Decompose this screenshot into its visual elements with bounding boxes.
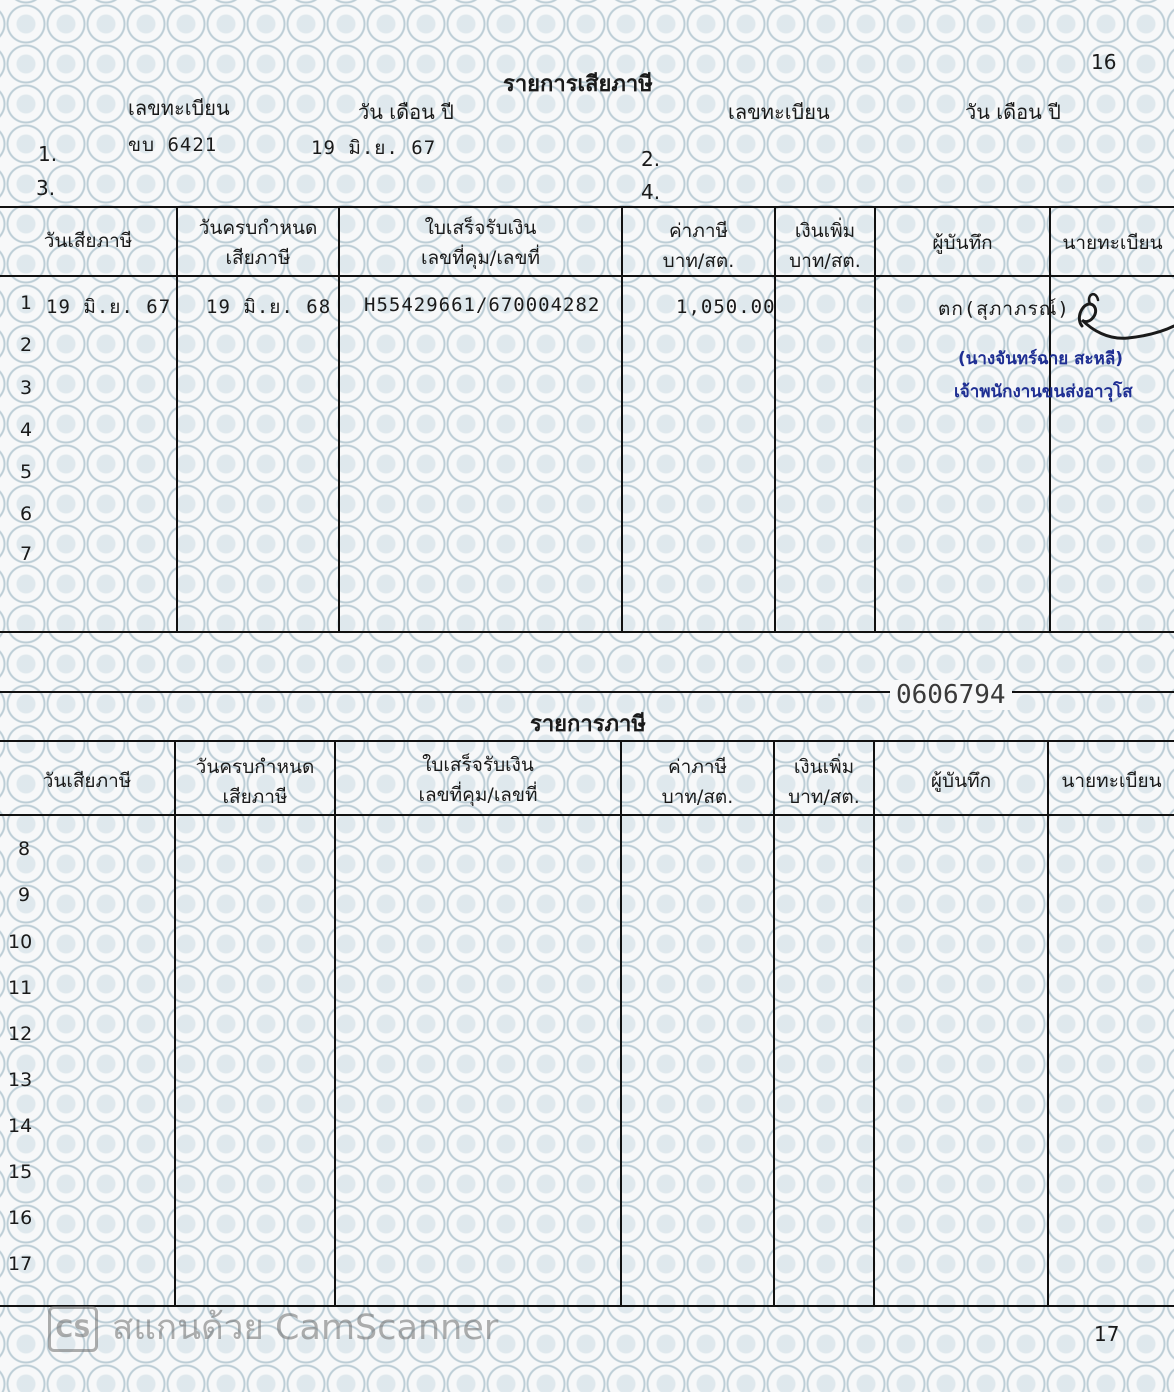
- table2-header-border: [0, 814, 1174, 816]
- header-due-date-line2: เสียภาษี: [222, 786, 288, 808]
- section-title-tax-list: รายการภาษี: [530, 712, 646, 737]
- row-number: 11: [8, 977, 33, 999]
- serial-number: 0606794: [890, 680, 1012, 710]
- row-number: 8: [18, 838, 31, 860]
- row-number: 2: [20, 334, 33, 356]
- header-tax-amount-line2: บาท/สต.: [662, 250, 735, 272]
- header-surcharge-line1: เงินเพิ่ม: [793, 756, 855, 778]
- table2-col-divider: [873, 740, 875, 1307]
- header-receipt-line1: ใบเสร็จรับเงิน: [424, 217, 537, 239]
- table2-top-border: [0, 740, 1174, 742]
- header-registrar: นายทะเบียน: [1062, 232, 1163, 254]
- row-number: 16: [8, 1207, 33, 1229]
- camscanner-logo-icon: CS: [48, 1306, 98, 1352]
- row-number: 10: [8, 931, 33, 953]
- header-due-date-line1: วันครบกำหนด: [198, 217, 318, 239]
- header-receipt-line2: เลขที่คุม/เลขที่: [418, 784, 538, 806]
- row-number: 17: [8, 1253, 33, 1275]
- row-number: 3: [20, 377, 33, 399]
- entry-number-3: 3.: [36, 176, 56, 200]
- receipt-number-cell: H55429661/670004282: [364, 294, 601, 316]
- header-surcharge-line1: เงินเพิ่ม: [794, 220, 856, 242]
- entry-number-4: 4.: [641, 180, 661, 204]
- row-number: 13: [8, 1069, 33, 1091]
- page-number-bottom: 17: [1094, 1322, 1120, 1346]
- row-number: 9: [18, 884, 31, 906]
- header-receipt-line1: ใบเสร็จรับเงิน: [422, 754, 534, 776]
- row-number: 14: [8, 1115, 33, 1137]
- page-number-top: 16: [1091, 50, 1117, 74]
- date-label-1: วัน เดือน ปี: [358, 100, 454, 124]
- header-tax-date: วันเสียภาษี: [42, 770, 132, 792]
- official-stamp-title: เจ้าพนักงานขนส่งอาวุโส: [954, 382, 1133, 402]
- row-number: 12: [8, 1023, 33, 1045]
- header-due-date-line1: วันครบกำหนด: [195, 756, 315, 778]
- table1-col-divider: [1049, 206, 1051, 633]
- camscanner-watermark: [48, 1300, 498, 1355]
- row-number: 15: [8, 1161, 33, 1183]
- row-number: 6: [20, 503, 33, 525]
- table2-col-divider: [620, 740, 622, 1307]
- entry-number-2: 2.: [641, 147, 661, 171]
- header-tax-amount-line1: ค่าภาษี: [667, 756, 728, 778]
- row-number: 4: [20, 419, 33, 441]
- table2-col-divider: [773, 740, 775, 1307]
- due-date-cell: 19 มิ.ย. 68: [206, 296, 332, 318]
- recorder-cell: ตก(สุภาภรณ์): [938, 298, 1070, 320]
- row-number: 7: [20, 543, 33, 565]
- header-receipt-line2: เลขที่คุม/เลขที่: [421, 247, 540, 269]
- registration-value-1: ขบ 6421: [128, 134, 218, 156]
- official-stamp-name: (นางจันทร์ฉาย สะหลี): [958, 349, 1124, 369]
- entry-number-1: 1.: [38, 142, 58, 166]
- registration-label-2: เลขทะเบียน: [728, 100, 830, 124]
- header-recorder: ผู้บันทึก: [930, 770, 992, 792]
- date-value-1: 19 มิ.ย. 67: [311, 137, 437, 159]
- section-title-tax-payments: รายการเสียภาษี: [503, 72, 653, 97]
- table2-col-divider: [334, 740, 336, 1307]
- header-tax-amount-line1: ค่าภาษี: [668, 220, 729, 242]
- header-surcharge-line2: บาท/สต.: [788, 786, 860, 808]
- header-tax-amount-line2: บาท/สต.: [661, 786, 734, 808]
- header-tax-date: วันเสียภาษี: [43, 230, 133, 252]
- date-label-2: วัน เดือน ปี: [965, 100, 1061, 124]
- table2-col-divider: [174, 740, 176, 1307]
- header-registrar: นายทะเบียน: [1061, 770, 1162, 792]
- header-recorder: ผู้บันทึก: [932, 232, 993, 254]
- table1-col-divider: [874, 206, 876, 633]
- row-number: 1: [20, 292, 33, 314]
- tax-amount-cell: 1,050.00: [676, 296, 776, 318]
- tax-date-cell: 19 มิ.ย. 67: [46, 296, 172, 318]
- header-due-date-line2: เสียภาษี: [225, 247, 291, 269]
- table2-col-divider: [1047, 740, 1049, 1307]
- watermark-text: สแกนด้วย CamScanner: [112, 1308, 499, 1348]
- registration-label-1: เลขทะเบียน: [128, 96, 230, 120]
- row-number: 5: [20, 461, 33, 483]
- header-surcharge-line2: บาท/สต.: [789, 250, 861, 272]
